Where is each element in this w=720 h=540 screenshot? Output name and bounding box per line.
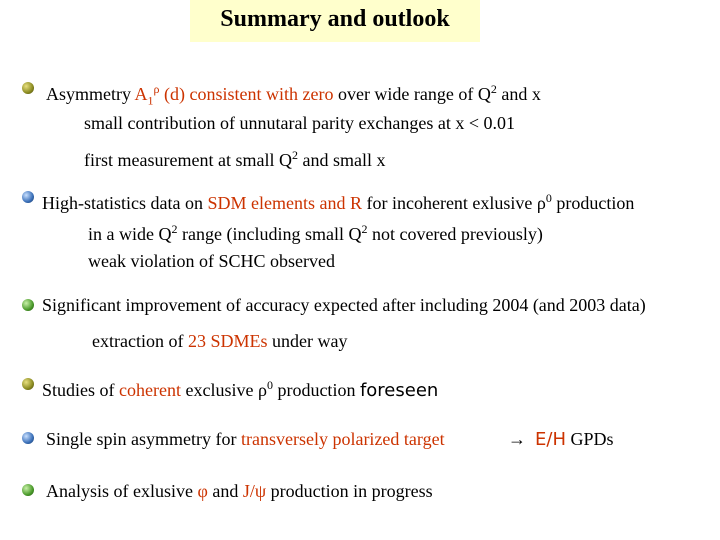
text: exclusive ρ	[180, 380, 267, 400]
bullet-icon	[22, 82, 34, 94]
single-spin-line	[46, 428, 445, 450]
bullet-icon	[22, 484, 34, 496]
text: 2	[291, 148, 298, 162]
text: coherent	[119, 380, 181, 400]
text: Asymmetry	[46, 84, 135, 104]
title-box	[190, 0, 480, 42]
text: Analysis of exlusive	[46, 481, 198, 501]
text: foreseen	[359, 380, 439, 401]
sub-line-3	[88, 218, 543, 245]
analysis-line	[46, 480, 433, 502]
text: J/ψ	[242, 481, 267, 501]
text: production	[272, 380, 360, 400]
text: production	[551, 193, 635, 213]
text: Single spin asymmetry for	[46, 429, 241, 449]
text: under way	[267, 331, 348, 351]
text: and x	[496, 84, 541, 104]
asymmetry-line	[46, 78, 541, 112]
text: 23 SDMEs	[187, 331, 268, 351]
text: 1	[147, 93, 154, 108]
bullet-icon	[22, 432, 34, 444]
sub-line-1: small contribution of unnutaral parity exchanges at x < 0.01	[84, 113, 516, 133]
text: and small x	[297, 150, 386, 170]
text: for incoherent exlusive ρ	[361, 193, 546, 213]
text: Studies of	[42, 380, 120, 400]
text: extraction of	[92, 331, 188, 351]
text: 2	[171, 222, 178, 236]
significant-line: Significant improvement of accuracy expected after including 2004 (and 2003 data)	[42, 295, 646, 315]
text: and	[207, 481, 243, 501]
text: 0	[266, 378, 273, 392]
text: in a wide Q	[88, 224, 172, 244]
text: over wide range of Q	[333, 84, 491, 104]
text: φ	[197, 481, 208, 501]
text: first measurement at small Q	[84, 150, 292, 170]
text: not covered previously)	[367, 224, 543, 244]
bullet-icon	[22, 299, 34, 311]
sub-line-5	[92, 330, 347, 352]
text: A	[134, 84, 148, 104]
text: 2	[361, 222, 368, 236]
text: (d) consistent with zero	[159, 84, 334, 104]
text: 2	[490, 82, 497, 96]
studies-line	[42, 374, 438, 402]
text: production in progress	[266, 481, 433, 501]
text: transversely polarized target	[240, 429, 445, 449]
high-stat-line	[42, 187, 634, 214]
text: E/H	[535, 429, 566, 450]
text: range (including small Q	[177, 224, 362, 244]
text: GPDs	[565, 429, 614, 449]
slide-title: Summary and outlook	[220, 6, 450, 32]
text: High-statistics data on	[42, 193, 208, 213]
arrow-icon: →	[508, 429, 526, 449]
bullet-icon	[22, 191, 34, 203]
text: ρ	[153, 82, 160, 96]
arrow-gpd	[508, 428, 614, 451]
text: 0	[545, 191, 552, 205]
sub-line-4: weak violation of SCHC observed	[88, 251, 335, 271]
text: SDM elements and R	[207, 193, 362, 213]
bullet-icon	[22, 378, 34, 390]
sub-line-2	[84, 144, 385, 171]
